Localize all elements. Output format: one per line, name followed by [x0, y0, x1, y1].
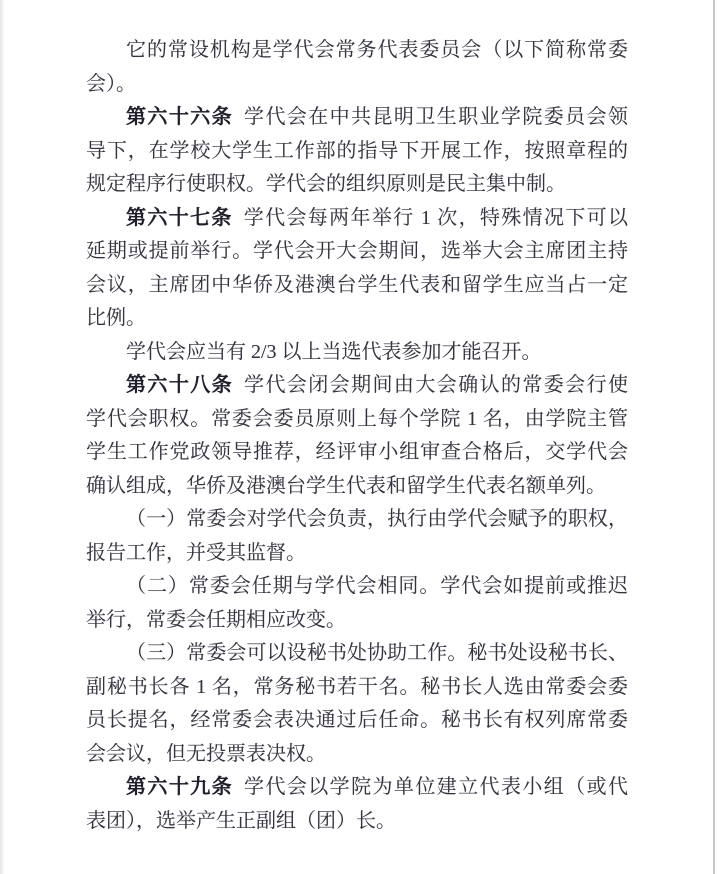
paragraph	[86, 101, 628, 202]
paragraph	[86, 771, 628, 838]
text-line: （二）常委会任期与学代会相同。学代会如提前或推迟	[126, 575, 628, 597]
paragraph	[86, 202, 628, 336]
paragraph	[86, 570, 628, 637]
paragraph	[86, 336, 628, 370]
text-line	[86, 771, 628, 805]
clause-text: 学代会在中共昆明卫生职业学院委员会领	[244, 106, 629, 128]
text-line: 比例。	[86, 307, 146, 329]
text-line: （一）常委会对学代会负责，执行由学代会赋予的职权，	[126, 508, 628, 530]
text-line: 它的常设机构是学代会常务代表委员会（以下简称常委	[126, 39, 628, 61]
page-right-border	[713, 0, 715, 874]
text-line: 会）。	[86, 72, 136, 95]
clause-number: 第六十八条	[126, 374, 234, 396]
text-line: 副秘书长各 1 名，常务秘书若干名。秘书长人选由常委会委	[86, 675, 628, 698]
text-line: 员长提名，经常委会表决通过后任命。秘书长有权列席常委	[86, 709, 628, 731]
text-line: 学代会应当有 2/3 以上当选代表参加才能召开。	[126, 340, 542, 363]
clause-number: 第六十六条	[126, 106, 234, 128]
text-line: 学生工作党政领导推荐，经评审小组审查合格后，交学代会	[86, 441, 628, 463]
clause-text: 学代会以学院为单位建立代表小组（或代	[244, 776, 629, 798]
paragraph	[86, 34, 628, 101]
text-line	[86, 369, 628, 403]
paragraph	[86, 637, 628, 771]
paragraph	[86, 503, 628, 570]
text-line	[86, 101, 628, 135]
text-line: （三）常委会可以设秘书处协助工作。秘书处设秘书长、	[126, 642, 628, 664]
text-line: 延期或提前举行。学代会开大会期间，选举大会主席团主持	[86, 240, 628, 262]
text-line: 会会议，但无投票表决权。	[86, 742, 326, 765]
text-line: 确认组成，华侨及港澳台学生代表和留学生代表名额单列。	[86, 474, 606, 497]
document-body	[86, 34, 628, 838]
clause-number: 第六十九条	[126, 776, 234, 798]
text-line: 规定程序行使职权。学代会的组织原则是民主集中制。	[86, 173, 566, 195]
page-edge-left	[0, 0, 5, 874]
text-line: 报告工作，并受其监督。	[86, 541, 306, 564]
text-line: 会议，主席团中华侨及港澳台学生代表和留学生应当占一定	[86, 273, 628, 296]
clause-text: 学代会每两年举行 1 次，特殊情况下可以	[243, 206, 629, 229]
text-line: 表团），选举产生正副组（团）长。	[86, 809, 396, 832]
text-line	[86, 202, 628, 236]
clause-text: 学代会闭会期间由大会确认的常委会行使	[244, 374, 629, 396]
text-line: 导下，在学校大学生工作部的指导下开展工作，按照章程的	[86, 139, 628, 162]
paragraph	[86, 369, 628, 503]
clause-number: 第六十七条	[126, 206, 233, 229]
text-line: 举行，常委会任期相应改变。	[86, 608, 346, 631]
text-line: 学代会职权。常委会委员原则上每个学院 1 名，由学院主管	[86, 407, 628, 430]
